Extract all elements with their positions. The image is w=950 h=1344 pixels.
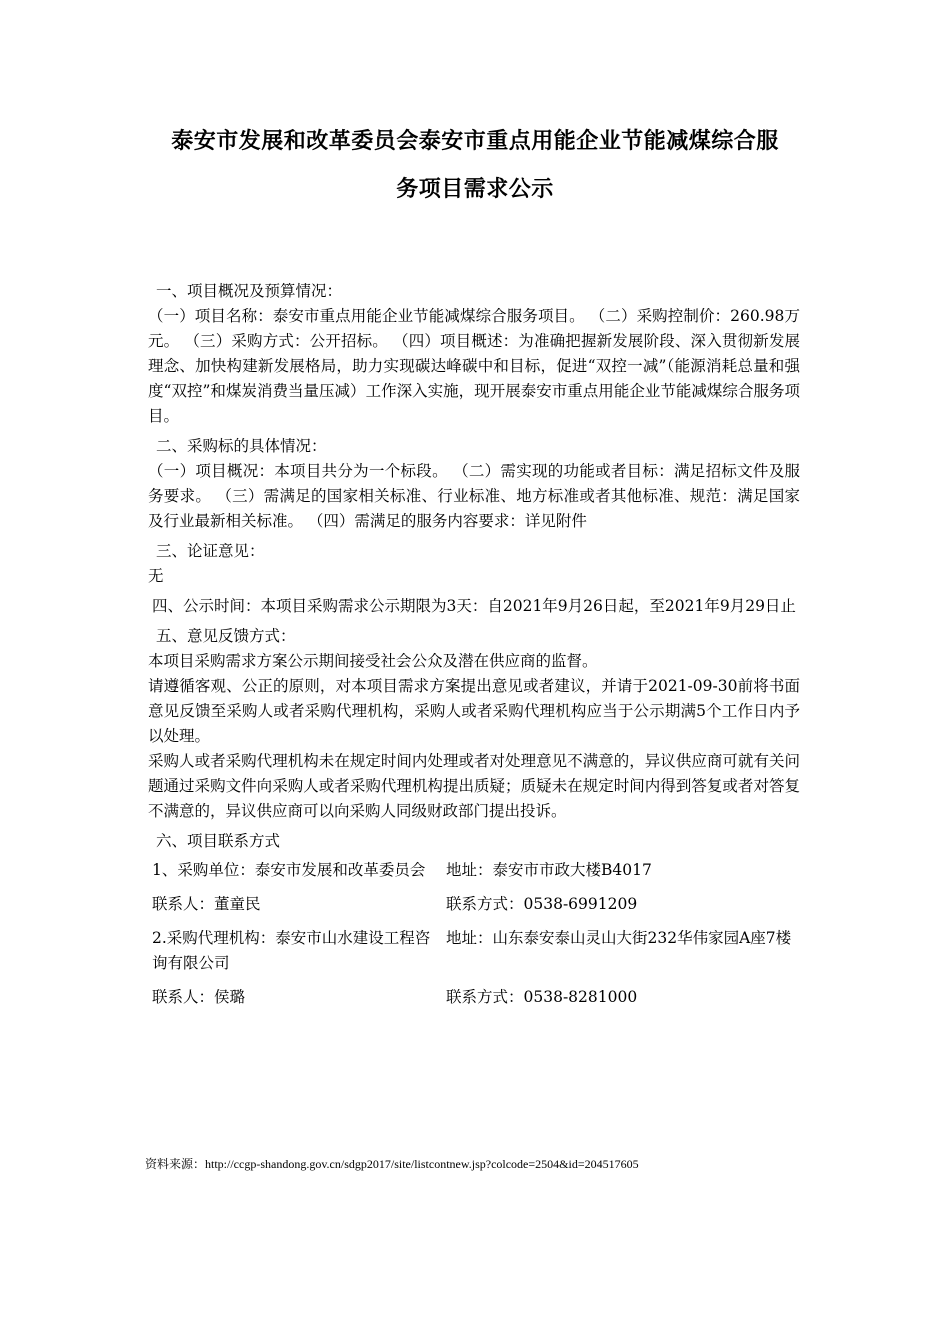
section-5-paragraph-3: 采购人或者采购代理机构未在规定时间内处理或者对处理意见不满意的，异议供应商可就有关问题通过采购文件向采购人或者采购代理机构提出质疑；质疑未在规定时间内得到答复或者对答复不满意的，异议供应商可以向采购人同级财政部门提出投诉。	[148, 752, 800, 820]
section-5-paragraph-1: 本项目采购需求方案公示期间接受社会公众及潜在供应商的监督。	[148, 652, 598, 670]
contact-row	[148, 892, 800, 917]
section-1-heading: 一、项目概况及预算情况：	[156, 282, 343, 300]
document-body	[148, 279, 800, 1010]
title-line-2: 务项目需求公示	[396, 177, 554, 202]
contact-purchaser-address: 地址：泰安市市政大楼B4017	[446, 861, 652, 879]
document-title	[120, 118, 830, 214]
source-note: 资料来源：http://ccgp-shandong.gov.cn/sdgp2017/site/listcontnew.jsp?colcode=2504&id=204517605	[145, 1157, 639, 1171]
contact-purchaser: 1、采购单位：泰安市发展和改革委员会	[152, 861, 426, 879]
section-3-heading: 三、论证意见：	[156, 542, 265, 560]
section-2-heading: 二、采购标的具体情况：	[156, 437, 327, 455]
contact-phone: 联系方式：0538-8281000	[446, 988, 638, 1006]
contact-row	[148, 926, 800, 976]
contact-phone: 联系方式：0538-6991209	[446, 895, 638, 913]
contact-row	[148, 985, 800, 1010]
section-2-text: （一）项目概况：本项目共分为一个标段。 （二）需实现的功能或者目标：满足招标文件及服务要求。 （三）需满足的国家相关标准、行业标准、地方标准或者其他标准、规范：满足国家及行业最新相关标准。 （四）需满足的服务内容要求：详见附件	[148, 462, 800, 530]
section-5-heading: 五、意见反馈方式：	[156, 627, 296, 645]
contact-row	[148, 858, 800, 883]
title-line-1: 泰安市发展和改革委员会泰安市重点用能企业节能减煤综合服	[171, 129, 779, 154]
contact-agency: 2.采购代理机构：泰安市山水建设工程咨询有限公司	[152, 929, 431, 972]
section-3-text: 无	[148, 567, 164, 585]
section-1-text: （一）项目名称：泰安市重点用能企业节能减煤综合服务项目。 （二）采购控制价：260.98万元。 （三）采购方式：公开招标。 （四）项目概述：为准确把握新发展阶段、深入贯彻新发展理念、加快构建新发展格局，助力实现碳达峰碳中和目标，促进“双控一减”（能源消耗总量和强度“双控”和煤炭消费当量压减）工作深入实施，现开展泰安市重点用能企业节能减煤综合服务项目。	[148, 307, 800, 425]
section-6-heading: 六、项目联系方式	[156, 832, 281, 850]
contact-agency-address: 地址：山东泰安泰山灵山大街232华伟家园A座7楼	[446, 929, 792, 947]
section-5-paragraph-2: 请遵循客观、公正的原则，对本项目需求方案提出意见或者建议，并请于2021-09-30前将书面意见反馈至采购人或者采购代理机构，采购人或者采购代理机构应当于公示期满5个工作日内予以处理。	[148, 677, 800, 745]
contact-person: 联系人：董童民	[152, 895, 261, 913]
contact-person: 联系人：侯璐	[152, 988, 246, 1006]
section-4-text: 四、公示时间：本项目采购需求公示期限为3天：自2021年9月26日起，至2021年9月29日止	[152, 597, 796, 615]
